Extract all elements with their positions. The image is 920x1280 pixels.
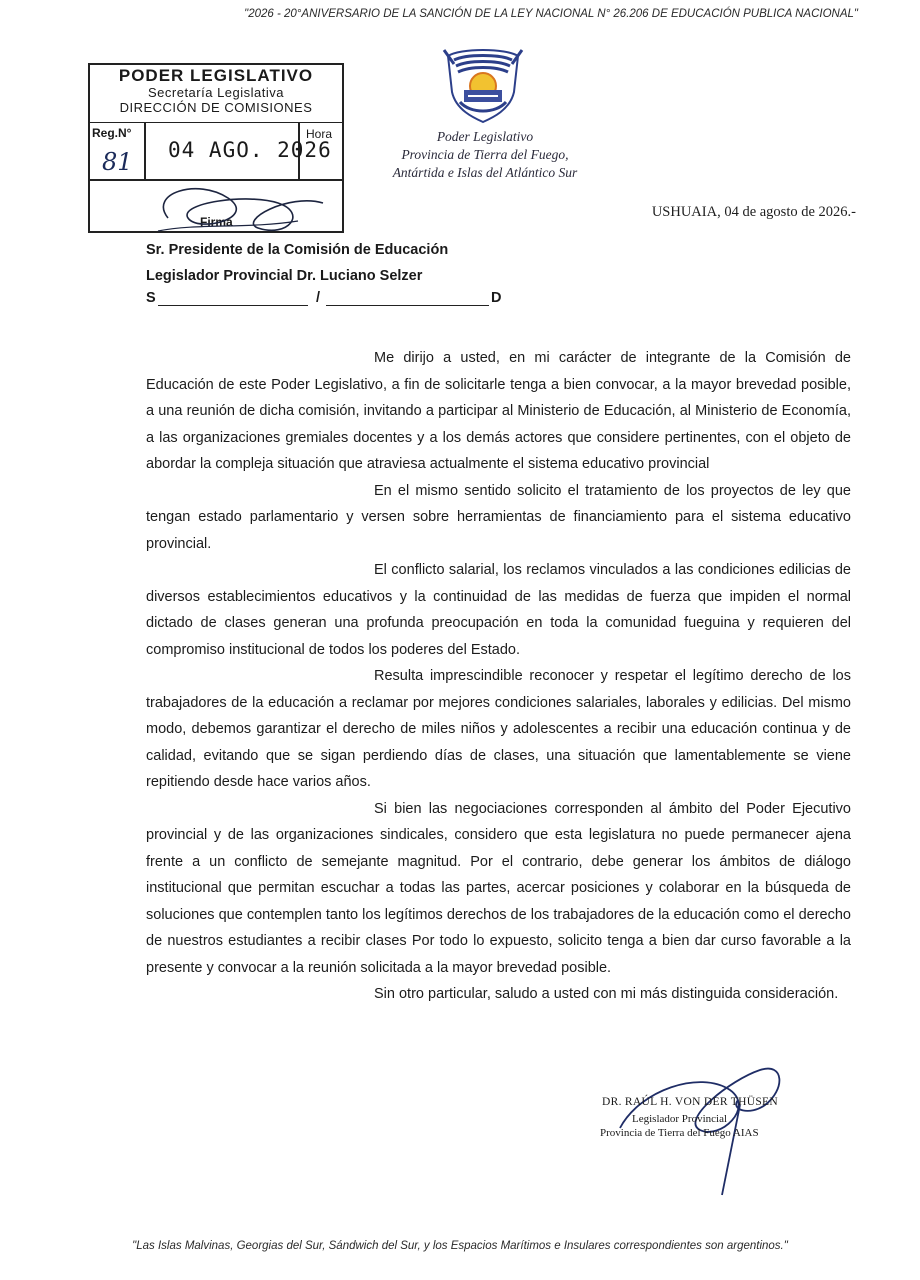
signature-block — [580, 1050, 810, 1200]
signer-title: Legislador Provincial — [632, 1113, 728, 1125]
sd-underline — [326, 305, 489, 306]
body-paragraph: Resulta imprescindible reconocer y respetar el legítimo derecho de los trabajadores de la educación a reclamar por mejores condiciones salariales, laborales y edilicias. Del mismo modo, debemos garantizar el derecho de miles niños y adolescentes a recibir una educación continua y de calidad, evitando que se sigan perdiendo días de clases, una situación que lamentablemente se viene repitiendo desde hace varios años. — [146, 668, 851, 790]
stamp-date: 04 AGO. 2026 — [168, 138, 332, 162]
institution-line: Provincia de Tierra del Fuego, — [401, 147, 569, 162]
commemorative-banner: "2026 - 20°ANIVERSARIO DE LA SANCIÓN DE LA LEY NACIONAL N° 26.206 DE EDUCACIÓN PUBLICA NACIONAL" — [244, 8, 858, 20]
addressee-line: Legislador Provincial Dr. Luciano Selzer — [146, 268, 423, 284]
stamp-reg-number: 81 — [102, 148, 133, 176]
stamp-header — [88, 63, 344, 123]
signer-name: DR. RAÚL H. VON DER THÜSEN — [602, 1096, 778, 1108]
stamp-hora-label: Hora — [306, 127, 333, 141]
stamp-title: PODER LEGISLATIVO — [118, 66, 314, 85]
institution-line: Poder Legislativo — [436, 129, 534, 144]
sd-s: S — [146, 290, 156, 306]
footer-note: "Las Islas Malvinas, Georgias del Sur, Sándwich del Sur, y los Espacios Marítimos e Insulares correspondientes son argentinos." — [132, 1240, 788, 1252]
body-paragraph: El conflicto salarial, los reclamos vinculados a las condiciones edilicias de diversos establecimientos educativos y la continuidad de las medidas de fuerza que impiden el normal dictado de clases generan una profunda preocupación en toda la comunidad fueguina y requieren del compromiso institucional de todos los poderes del Estado. — [146, 562, 851, 658]
body-paragraph: Me dirijo a usted, en mi carácter de integrante de la Comisión de Educación de este Poder Legislativo, a fin de solicitarle tenga a bien convocar, a la mayor brevedad posible, a una reunión de dicha comisión, invitando a participar al Ministerio de Educación, al Ministerio de Economía, a las organizaciones gremiales docentes y a los demás actores que considere pertinentes, con el objeto de abordar la compleja situación que atraviesa actualmente el sistema educativo provincial — [146, 350, 851, 472]
signer-province: Provincia de Tierra del Fuego AIAS — [600, 1127, 759, 1139]
body-paragraph: Si bien las negociaciones corresponden al ámbito del Poder Ejecutivo provincial y de las organizaciones sindicales, considero que esta legislatura no puede permanecer ajena frente a un conflicto de semejante magnitud. Por el contrario, debe generar los ámbitos de diálogo institucional que permitan escuchar a todas las partes, acercar posiciones y colaborar en la búsqueda de soluciones que contemplen tanto los legítimos derechos de los trabajadores de la educación como el derecho de nuestros estudiantes a recibir clases Por todo lo expuesto, solicito tenga a bien dar curso favorable a la presente y convocar a la reunión solicitada a la mayor brevedad posible. — [146, 800, 851, 976]
sd-d: D — [491, 290, 502, 306]
stamp-firma-label: Firma — [200, 215, 233, 229]
salutation-sd-line — [146, 290, 506, 310]
provincial-crest-icon — [440, 46, 526, 124]
body-paragraph: En el mismo sentido solicito el tratamiento de los proyectos de ley que tengan estado parlamentario y versen sobre herramientas de financiamiento para el sistema educativo provincial. — [146, 482, 851, 552]
stamp-subtitle: Secretaría Legislativa — [147, 85, 284, 100]
body-paragraph: Sin otro particular, saludo a usted con mi más distinguida consideración. — [374, 986, 839, 1002]
reception-stamp — [88, 63, 348, 236]
handwritten-signature — [580, 1050, 810, 1200]
letter-body — [146, 345, 851, 1008]
sd-slash: / — [316, 290, 321, 306]
stamp-department: DIRECCIÓN DE COMISIONES — [119, 100, 313, 115]
addressee — [146, 237, 448, 289]
stamp-reg-label: Reg.N° — [92, 126, 132, 140]
letter-date: USHUAIA, 04 de agosto de 2026.- — [651, 204, 856, 220]
institution-line: Antártida e Islas del Atlántico Sur — [392, 165, 578, 180]
institution-name — [380, 128, 590, 182]
addressee-line: Sr. Presidente de la Comisión de Educación — [146, 242, 449, 258]
stamp-signature-scribble — [138, 173, 338, 243]
stamp-divider — [144, 123, 146, 179]
sd-underline — [158, 305, 308, 306]
